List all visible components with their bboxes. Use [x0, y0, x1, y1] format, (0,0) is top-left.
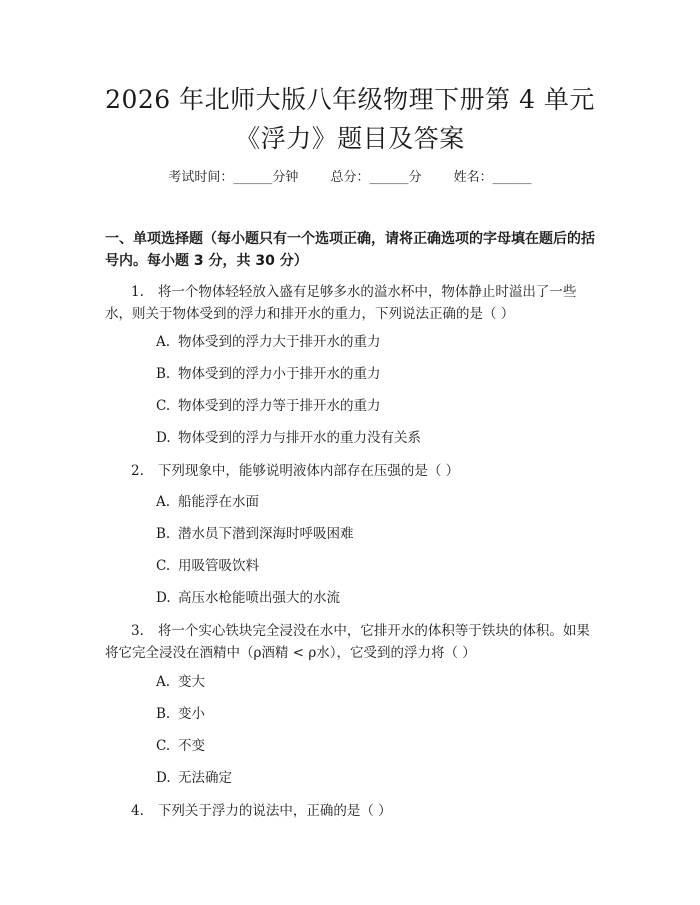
question-text: 将一个物体轻轻放入盛有足够多水的溢水杯中，物体静止时溢出了一些水，则关于物体受到的浮力和排开水的重力，下列说法正确的是（ ） [105, 284, 577, 322]
question-text: 将一个实心铁块完全浸没在水中，它排开水的体积等于铁块的体积。如果将它完全浸没在酒精中（ρ酒精 < ρ水），它受到的浮力将（ ） [105, 623, 590, 661]
question-number: 4. [131, 803, 144, 819]
option-letter: D. [156, 770, 171, 786]
question-stem [105, 800, 597, 822]
option-letter: C. [156, 558, 171, 574]
option-text: 船能浮在水面 [178, 494, 259, 510]
option-item [156, 428, 421, 448]
option-letter: A. [156, 494, 171, 510]
option-text: 物体受到的浮力等于排开水的重力 [178, 398, 381, 414]
option-letter: B. [156, 526, 171, 542]
option-item [156, 556, 259, 576]
option-text: 变小 [178, 706, 205, 722]
question-number: 1. [131, 284, 144, 300]
option-text: 潜水员下潜到深海时呼吸困难 [178, 526, 354, 542]
option-item [156, 672, 205, 692]
option-letter: D. [156, 430, 171, 446]
option-text: 物体受到的浮力大于排开水的重力 [178, 334, 381, 350]
option-item [156, 704, 205, 724]
option-letter: A. [156, 334, 171, 350]
question-stem [105, 460, 597, 482]
exam-info [0, 168, 700, 188]
option-letter: B. [156, 706, 171, 722]
question-stem [105, 620, 597, 664]
option-text: 变大 [178, 674, 205, 690]
option-text: 不变 [178, 738, 205, 754]
option-letter: D. [156, 590, 171, 606]
question-number: 2. [131, 463, 144, 479]
document-title-line-2: 《浮力》题目及答案 [235, 124, 465, 153]
question-text: 下列现象中，能够说明液体内部存在压强的是（ ） [157, 463, 460, 479]
option-item [156, 736, 205, 756]
exam-time-field: 考试时间：______分钟 [168, 170, 299, 185]
option-item [156, 364, 381, 384]
total-score-field: 总分：______分 [330, 170, 422, 185]
option-letter: C. [156, 738, 171, 754]
option-item [156, 492, 259, 512]
section-heading: 一、单项选择题（每小题只有一个选项正确，请将正确选项的字母填在题后的括号内。每小题 3 分，共 30 分） [105, 231, 595, 269]
question-stem [105, 281, 597, 325]
option-text: 用吸管吸饮料 [178, 558, 259, 574]
option-letter: A. [156, 674, 171, 690]
option-item [156, 396, 381, 416]
option-item [156, 524, 354, 544]
option-text: 无法确定 [178, 770, 232, 786]
option-letter: B. [156, 366, 171, 382]
option-item [156, 768, 232, 788]
question-text: 下列关于浮力的说法中，正确的是（ ） [157, 803, 392, 819]
option-text: 物体受到的浮力与排开水的重力没有关系 [178, 430, 421, 446]
option-text: 物体受到的浮力小于排开水的重力 [178, 366, 381, 382]
question-number: 3. [131, 623, 144, 639]
document-title-line-1: 2026 年北师大版八年级物理下册第 4 单元 [105, 85, 595, 114]
option-item [156, 332, 381, 352]
option-text: 高压水枪能喷出强大的水流 [178, 590, 340, 606]
option-letter: C. [156, 398, 171, 414]
student-name-field: 姓名：______ [453, 170, 532, 185]
option-item [156, 588, 340, 608]
